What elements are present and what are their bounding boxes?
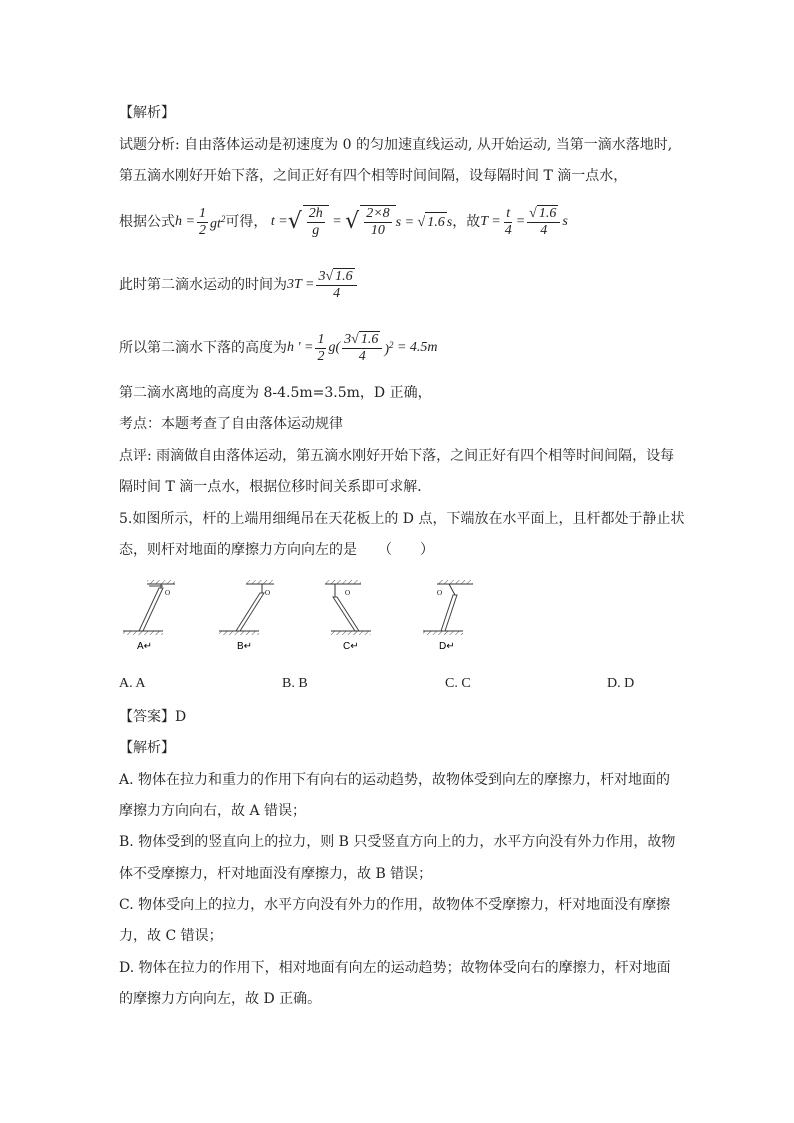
figure-label-b: B↵: [237, 641, 253, 652]
sqrt-2h-g: $\frac{2h}{g}$: [303, 205, 329, 239]
remaining-height-line: 第二滴水离地的高度为 8-4.5m=3.5m，D 正确，: [119, 385, 432, 401]
formula-h-prime: h ' =: [287, 340, 314, 355]
formula-T: T =: [480, 214, 501, 229]
figure-d: [423, 580, 473, 652]
analysis-c-line-1: C. 物体受向上的拉力，水平方向没有外力的作用，故物体不受摩擦力，杆对地面没有摩擦: [119, 897, 671, 913]
svg-text:O: O: [165, 589, 171, 597]
fraction-3sqrt16-4-b: $\frac{3√ 1.6}{4}$: [342, 331, 382, 365]
figure-a: [123, 580, 175, 652]
figure-b: [219, 580, 274, 652]
formula-3T: 3T =: [287, 277, 315, 292]
formula-gt2: $gt^2$: [209, 214, 226, 232]
analysis-d-line-2: 的摩擦力方向向左，故 D 正确。: [119, 991, 322, 1007]
sqrt-sign-1: √: [287, 209, 302, 234]
analysis-b-line-2: 体不受摩擦力，杆对地面没有摩擦力，故 B 错误；: [119, 866, 433, 882]
option-a: A. A: [119, 676, 146, 691]
height-prefix: 所以第二滴水下落的高度为: [119, 340, 287, 356]
formula-prefix: 根据公式: [119, 214, 175, 230]
analysis-heading: 【解析】: [119, 105, 175, 121]
svg-text:O: O: [345, 589, 351, 597]
question-5-stem-2: 态，则杆对地面的摩擦力方向向左的是 （ ）: [119, 542, 434, 558]
answer-line: 【答案】D: [119, 709, 187, 725]
formula-s-eq: s = √ 1.6 s: [396, 212, 453, 233]
analysis-a-line-1: A. 物体在拉力和重力的作用下有向右的运动趋势，故物体受到向左的摩擦力，杆对地面的: [119, 772, 671, 788]
analysis-c-line-2: 力，故 C 错误；: [119, 928, 223, 944]
rod-figure: [119, 575, 479, 655]
figure-label-c: C↵: [343, 641, 359, 652]
comment-line-2: 隔时间 T 滴一点水，根据位移时间关系即可求解．: [119, 479, 432, 495]
analysis-heading-2: 【解析】: [119, 740, 175, 756]
formula-h: h =: [175, 214, 195, 229]
height-result: = 4.5m: [396, 340, 438, 355]
formula-mid: 可得，: [225, 214, 268, 230]
analysis-b-line-1: B. 物体受到的竖直向上的拉力，则 B 只受竖直方向上的力，水平方向没有外力作用，故物: [119, 834, 676, 850]
time-prefix: 此时第二滴水运动的时间为: [119, 277, 287, 293]
option-c: C. C: [445, 676, 471, 691]
kaodian-line: 考点：本题考查了自由落体运动规律: [119, 416, 343, 432]
question-5-stem-1: 5.如图所示，杆的上端用细绳吊在天花板上的 D 点，下端放在水平面上，且杆都处于静止状: [119, 511, 685, 527]
fraction-half-2: $\frac{1}{2}$: [317, 331, 325, 364]
svg-text:O: O: [265, 589, 271, 597]
option-d: D. D: [607, 676, 635, 691]
sqrt-2x8-10: $\frac{2\times 8}{10}$: [360, 205, 395, 239]
figure-label-a: A↵: [137, 641, 153, 652]
fraction-t-4: $\frac{t}{4}$: [504, 205, 512, 238]
fraction-sqrt16-4: $\frac{√ 1.6}{4}$: [527, 205, 560, 239]
analysis-line-2: 第五滴水刚好开始下落，之间正好有四个相等时间间隔，设每隔时间 T 滴一点水，: [119, 168, 628, 184]
figure-label-d: D↵: [439, 641, 455, 652]
formula-unit-s: s: [562, 214, 568, 229]
analysis-a-line-2: 摩擦力方向向右，故 A 错误；: [119, 803, 307, 819]
svg-text:O: O: [437, 589, 443, 597]
comment-line-1: 点评: 雨滴做自由落体运动，第五滴水刚好开始下落，之间正好有四个相等时间间隔，设每: [119, 448, 675, 464]
time-line: [119, 265, 359, 305]
analysis-d-line-1: D. 物体在拉力的作用下，相对地面有向左的运动趋势；故物体受向右的摩擦力，杆对地面: [119, 960, 671, 976]
fraction-3sqrt16-4: $\frac{3√ 1.6}{4}$: [316, 268, 356, 302]
formula-eq2: =: [515, 214, 526, 229]
fraction-half: $\frac{1}{2}$: [198, 205, 206, 238]
formula-close-sq: )$^2$: [384, 340, 394, 358]
sqrt-sign-2: √: [345, 209, 360, 234]
analysis-line-1: 试题分析: 自由落体运动是初速度为 0 的匀加速直线运动, 从开始运动, 当第一滴水落地时,: [119, 137, 673, 153]
formula-eq: =: [328, 214, 346, 229]
formula-g-open: g(: [328, 340, 341, 355]
formula-t: t =: [267, 214, 288, 229]
figure-c: [325, 580, 371, 652]
formula-line: [119, 202, 568, 242]
height-line: [119, 328, 438, 368]
option-b: B. B: [282, 676, 308, 691]
formula-mid2: ，故: [452, 214, 481, 230]
